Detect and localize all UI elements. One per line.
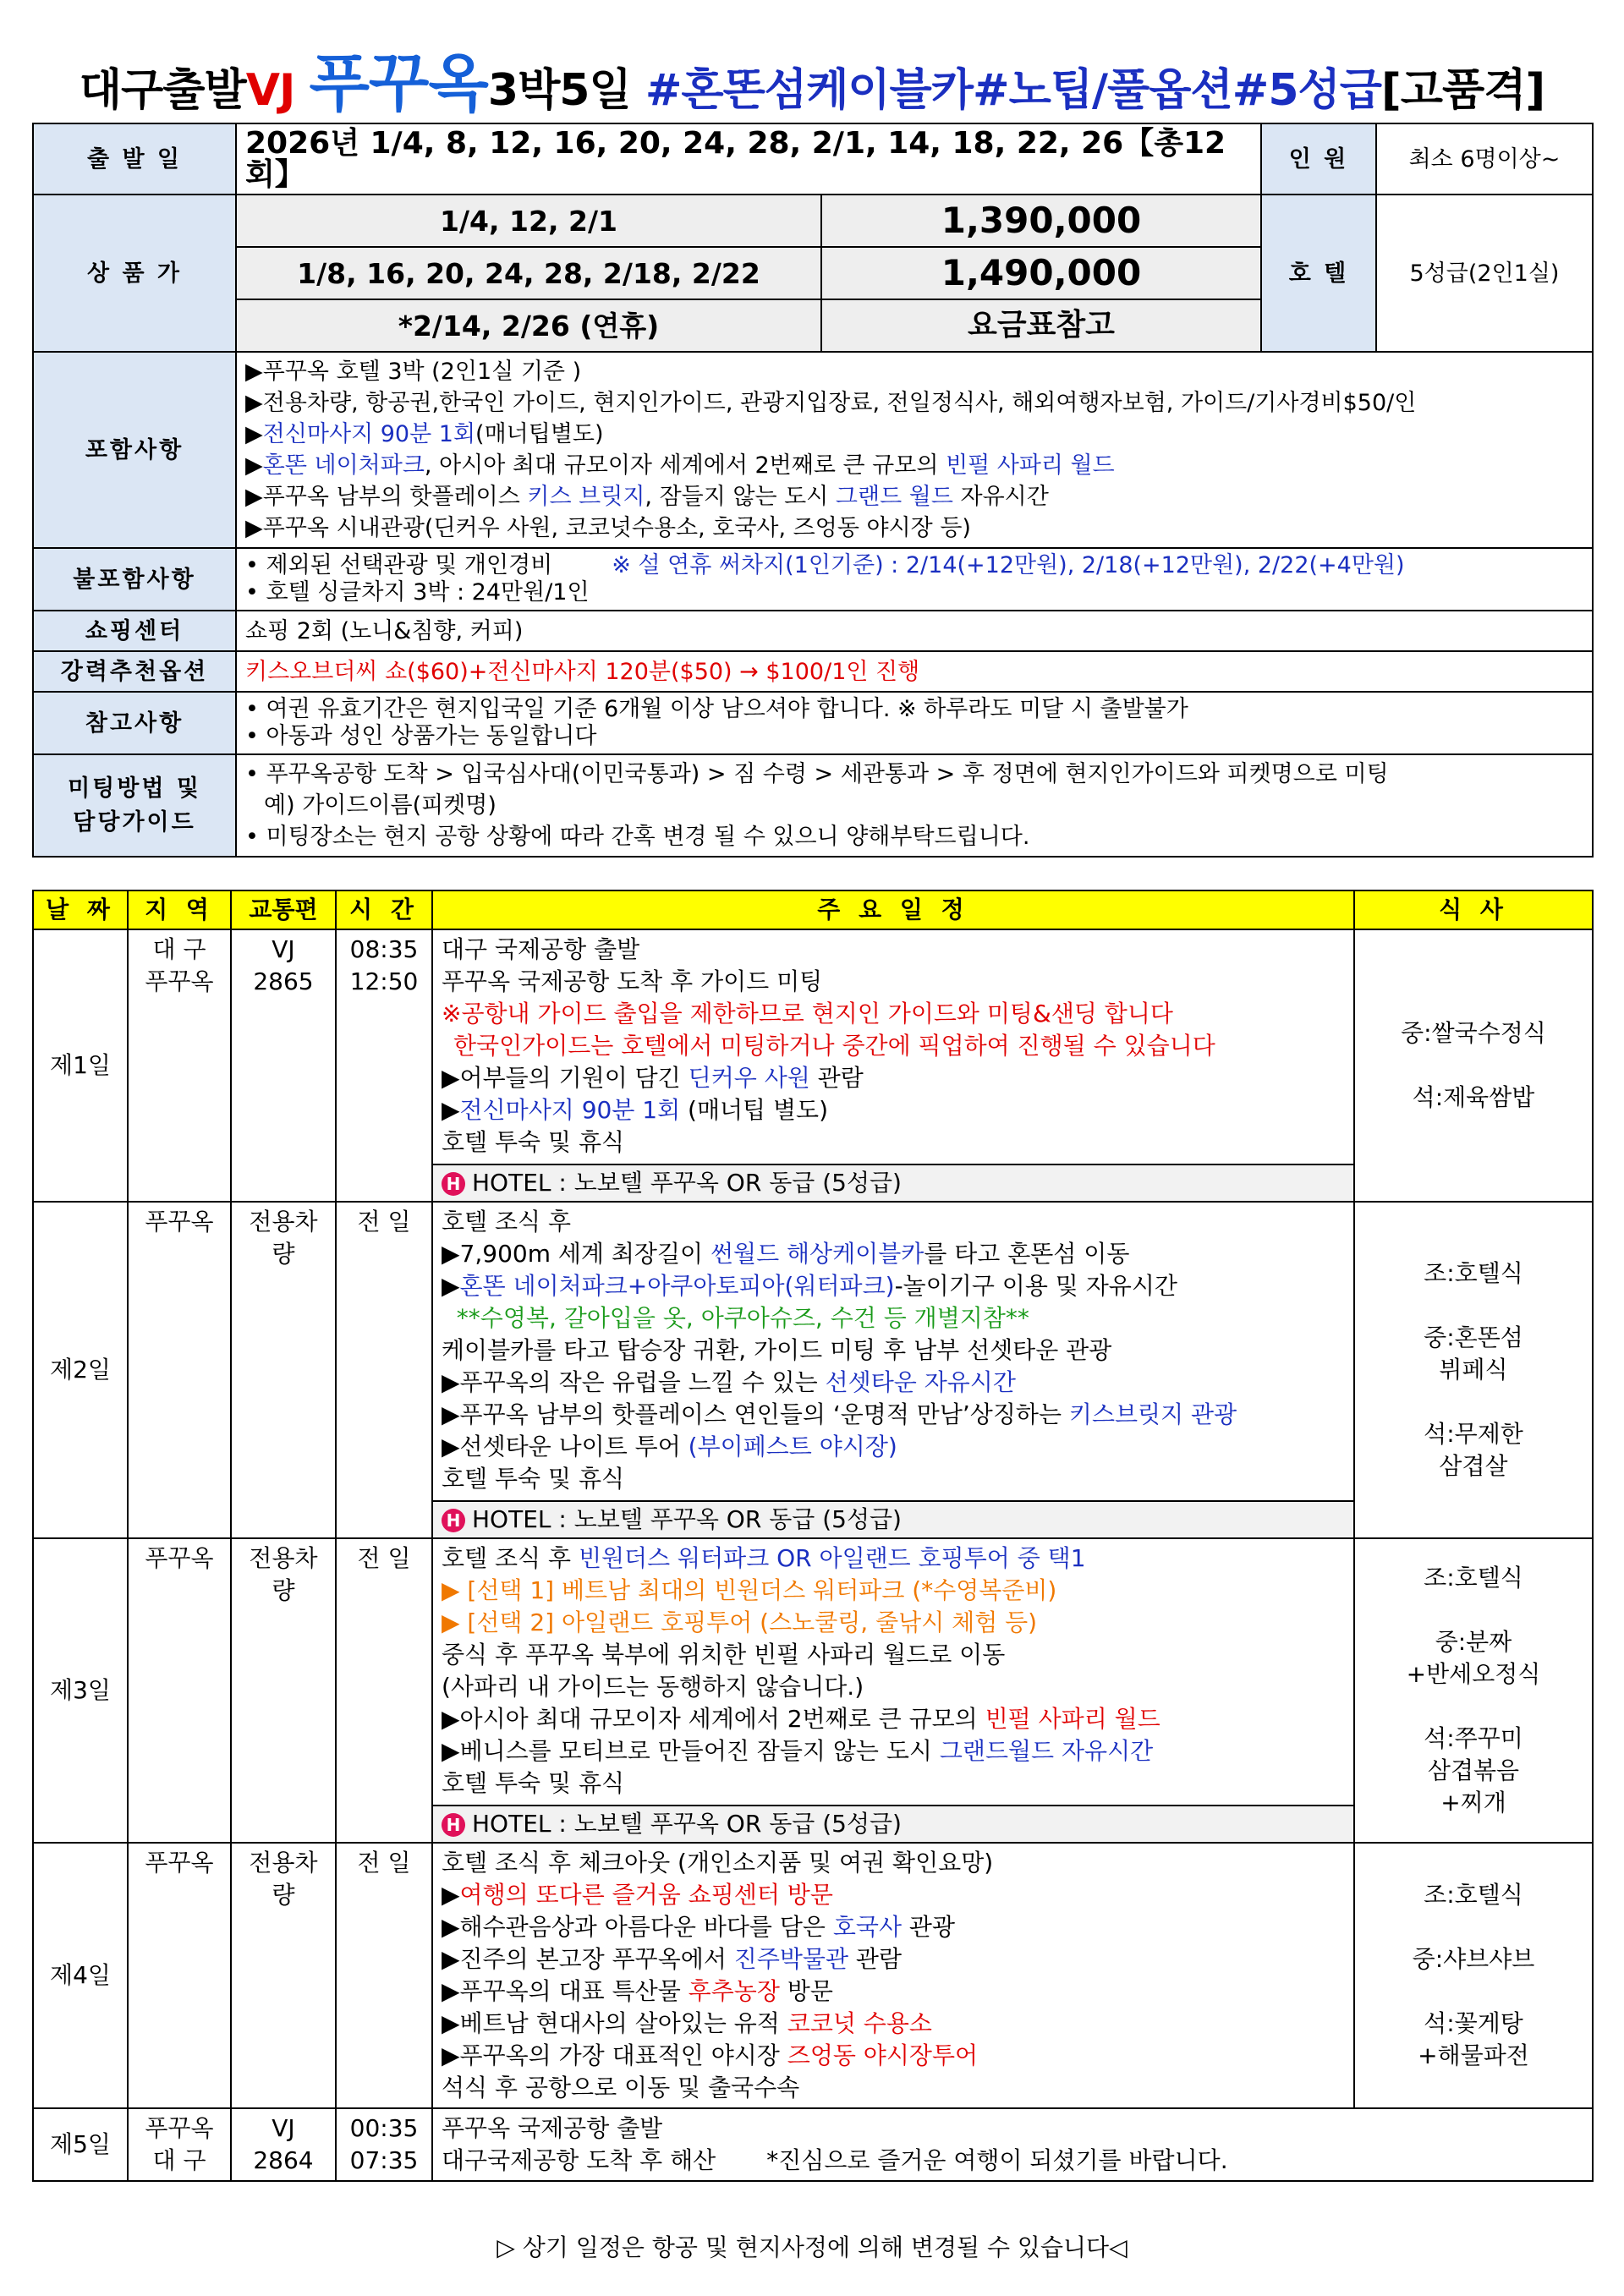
day-transport: 전용차량	[231, 1538, 336, 1843]
title-part1: 대구출발	[79, 65, 246, 116]
day-region: 대 구 푸꾸옥	[128, 929, 231, 1202]
day-transport: VJ 2864	[231, 2108, 336, 2181]
day-transport: 전용차량	[231, 1843, 336, 2108]
meet-list	[236, 754, 1593, 857]
note-label: 참고사항	[33, 692, 236, 754]
day-time: 08:35 12:50	[336, 929, 432, 1202]
day-meal: 조:호텔식 중:샤브샤브 석:꽃게탕 +해물파전	[1354, 1843, 1593, 2108]
shop-label: 쇼핑센터	[33, 611, 236, 651]
price-dates-2: 1/8, 16, 20, 24, 28, 2/18, 2/22	[236, 247, 821, 299]
schedule-table	[32, 890, 1594, 2182]
title-destination: 푸꾸옥	[309, 47, 488, 120]
hotel-icon: H	[442, 1172, 465, 1196]
header-time: 시 간	[336, 890, 432, 929]
day-region: 푸꾸옥	[128, 1202, 231, 1538]
meet-label: 미팅방법 및 담당가이드	[33, 754, 236, 857]
people-value: 최소 6명이상~	[1376, 123, 1593, 195]
day-plan: 호텔 조식 후 체크아웃 (개인소지품 및 여권 확인요망) ▶여행의 또다른 즐거움 쇼핑센터 방문 ▶해수관음상과 아름다운 바다를 담은 호국사 관광 ▶진주의 본고장 푸꾸옥에서 진주박물관 관람 ▶푸꾸옥의 대표 특산물 후추농장 방문 ▶베트남 현대사의 살아있는 유적 코코넛 수용소 ▶푸꾸옥의 가장 대표적인 야시장 즈엉동 야시장투어 석식 후 공항으로 이동 및 출국수속	[432, 1843, 1354, 2108]
exclude-line: • 제외된 선택관광 및 개인경비 ※ 설 연휴 써차지(1인기준) : 2/14(+12만원), 2/18(+12만원), 2/22(+4만원)	[245, 552, 1405, 578]
meet-line: • 푸꾸옥공항 도착 > 입국심사대(이민국통과) > 짐 수령 > 세관통과 > 후 정면에 현지인가이드와 피켓명으로 미팅	[245, 761, 1389, 787]
include-line: ▶전신마사지 90분 1회(매너팁별도)	[245, 421, 604, 447]
day-transport: VJ 2865	[231, 929, 336, 1202]
shop-value: 쇼핑 2회 (노니&침향, 커피)	[236, 611, 1593, 651]
day-time: 전 일	[336, 1202, 432, 1538]
exclude-list	[236, 548, 1593, 611]
hotel-value: 5성급(2인1실)	[1376, 195, 1593, 352]
title-grade: [고품격]	[1380, 65, 1545, 116]
table-row	[33, 2108, 1593, 2181]
include-line: ▶푸꾸옥 시내관광(딘커우 사원, 코코넛수용소, 호국사, 즈엉동 야시장 등)	[245, 515, 971, 541]
day-time: 전 일	[336, 1843, 432, 2108]
header-region: 지 역	[128, 890, 231, 929]
hotel-row: H HOTEL : 노보텔 푸꾸옥 OR 동급 (5성급)	[433, 1164, 1353, 1201]
table-row	[33, 1538, 1593, 1843]
price-dates-3: *2/14, 2/26 (연휴)	[236, 299, 821, 352]
note-line: • 여권 유효기간은 현지입국일 기준 6개월 이상 남으셔야 합니다. ※ 하루라도 미달 시 출발불가	[245, 696, 1188, 722]
day-label: 제3일	[33, 1538, 128, 1843]
day-label: 제2일	[33, 1202, 128, 1538]
day-meal: 조:호텔식 중:분짜 +반세오정식 석:쭈꾸미 삼겹볶음 +찌개	[1354, 1538, 1593, 1843]
price-label: 상 품 가	[33, 195, 236, 352]
people-label: 인 원	[1261, 123, 1376, 195]
include-line: ▶전용차량, 항공권,한국인 가이드, 현지인가이드, 관광지입장료, 전일정식사, 해외여행자보험, 가이드/기사경비$50/인	[245, 390, 1417, 416]
table-row	[33, 929, 1593, 1202]
depart-value: 2026년 1/4, 8, 12, 16, 20, 24, 28, 2/1, 14, 18, 22, 26【총12회】	[236, 123, 1261, 195]
day-region: 푸꾸옥	[128, 1538, 231, 1843]
hotel-row: H HOTEL : 노보텔 푸꾸옥 OR 동급 (5성급)	[433, 1805, 1353, 1842]
page-title	[0, 34, 1624, 123]
meet-line: 예) 가이드이름(피켓명)	[264, 792, 497, 819]
header-meal: 식 사	[1354, 890, 1593, 929]
title-duration: 3박5일	[487, 65, 631, 116]
day-plan: 호텔 조식 후 ▶7,900m 세계 최장길이 썬월드 해상케이블카를 타고 혼똔섬 이동 ▶혼똔 네이처파크+아쿠아토피아(워터파크)-놀이기구 이용 및 자유시간 **수영복, 갈아입을 옷, 아쿠아슈즈, 수건 등 개별지참** 케이블카를 타고 탑승장 귀환, 가이드 미팅 후 남부 선셋타운 관광 ▶푸꾸옥의 작은 유럽을 느낄 수 있는 선셋타운 자유시간 ▶푸꾸옥 남부의 핫플레이스 연인들의 ‘운명적 만남’상징하는 키스브릿지 관광 ▶선셋타운 나이트 투어 (부이페스트 야시장) 호텔 투숙 및 휴식 H HOTEL : 노보텔 푸꾸옥 OR 동급 (5성급)	[432, 1202, 1354, 1538]
price-dates-1: 1/4, 12, 2/1	[236, 195, 821, 247]
hotel-label: 호 텔	[1261, 195, 1376, 352]
day-plan: 푸꾸옥 국제공항 출발 대구국제공항 도착 후 해산 *진심으로 즐거운 여행이 되셨기를 바랍니다.	[432, 2108, 1593, 2181]
title-airline: VJ	[245, 65, 295, 116]
include-list	[236, 352, 1593, 548]
day-transport: 전용차량	[231, 1202, 336, 1538]
price-value-1: 1,390,000	[821, 195, 1261, 247]
price-value-3: 요금표참고	[821, 299, 1261, 352]
table-row	[33, 1843, 1593, 2108]
footer-note: ▷ 상기 일정은 항공 및 현지사정에 의해 변경될 수 있습니다◁	[497, 2233, 1127, 2261]
title-hashtags: #혼똔섬케이블카#노팁/풀옵션#5성급	[645, 65, 1381, 116]
depart-label: 출 발 일	[33, 123, 236, 195]
header-transport: 교통편	[231, 890, 336, 929]
day-meal: 조:호텔식 중:혼똔섬 뷔페식 석:무제한 삼겹살	[1354, 1202, 1593, 1538]
hotel-row: H HOTEL : 노보텔 푸꾸옥 OR 동급 (5성급)	[433, 1500, 1353, 1537]
day-label: 제1일	[33, 929, 128, 1202]
exclude-label: 불포함사항	[33, 548, 236, 611]
day-region: 푸꾸옥 대 구	[128, 2108, 231, 2181]
include-line: ▶푸꾸옥 남부의 핫플레이스 키스 브릿지, 잠들지 않는 도시 그랜드 월드 자유시간	[245, 484, 1049, 510]
price-value-2: 1,490,000	[821, 247, 1261, 299]
day-plan: 대구 국제공항 출발 푸꾸옥 국제공항 도착 후 가이드 미팅 ※공항내 가이드 출입을 제한하므로 현지인 가이드와 미팅&샌딩 합니다 한국인가이드는 호텔에서 미팅하거나 중간에 픽업하여 진행될 수 있습니다 ▶어부들의 기원이 담긴 딘커우 사원 관람 ▶전신마사지 90분 1회 (매너팁 별도) 호텔 투숙 및 휴식 H HOTEL : 노보텔 푸꾸옥 OR 동급 (5성급)	[432, 929, 1354, 1202]
include-line: ▶푸꾸옥 호텔 3박 (2인1실 기준 )	[245, 359, 582, 385]
include-label: 포함사항	[33, 352, 236, 548]
meet-line: • 미팅장소는 현지 공항 상황에 따라 간혹 변경 될 수 있으니 양해부탁드립니다.	[245, 824, 1030, 850]
hotel-icon: H	[442, 1813, 465, 1837]
day-label: 제5일	[33, 2108, 128, 2181]
include-line: ▶혼똔 네이처파크, 아시아 최대 규모이자 세계에서 2번째로 큰 규모의 빈펄 사파리 월드	[245, 452, 1115, 479]
day-label: 제4일	[33, 1843, 128, 2108]
day-time: 00:35 07:35	[336, 2108, 432, 2181]
note-line: • 아동과 성인 상품가는 동일합니다	[245, 723, 597, 749]
day-plan: 호텔 조식 후 빈원더스 워터파크 OR 아일랜드 호핑투어 중 택1 ▶ [선택 1] 베트남 최대의 빈원더스 워터파크 (*수영복준비) ▶ [선택 2] 아일랜드 호핑투어 (스노쿨링, 줄낚시 체험 등) 중식 후 푸꾸옥 북부에 위치한 빈펄 사파리 월드로 이동 (사파리 내 가이드는 동행하지 않습니다.) ▶아시아 최대 규모이자 세계에서 2번째로 큰 규모의 빈펄 사파리 월드 ▶베니스를 모티브로 만들어진 잠들지 않는 도시 그랜드월드 자유시간 호텔 투숙 및 휴식 H HOTEL : 노보텔 푸꾸옥 OR 동급 (5성급)	[432, 1538, 1354, 1843]
option-value: 키스오브더씨 쇼($60)+전신마사지 120분($50) → $100/1인 진행	[236, 651, 1593, 692]
hotel-icon: H	[442, 1509, 465, 1532]
surcharge-note: ※ 설 연휴 써차지(1인기준) : 2/14(+12만원), 2/18(+12만원), 2/22(+4만원)	[612, 552, 1405, 578]
note-list	[236, 692, 1593, 754]
option-label: 강력추천옵션	[33, 651, 236, 692]
header-plan: 주 요 일 정	[432, 890, 1354, 929]
day-region: 푸꾸옥	[128, 1843, 231, 2108]
exclude-line: • 호텔 싱글차지 3박 : 24만원/1인	[245, 579, 590, 606]
day-meal: 중:쌀국수정식 석:제육쌈밥	[1354, 929, 1593, 1202]
header-date: 날 짜	[33, 890, 128, 929]
product-info-table	[32, 123, 1594, 858]
table-row	[33, 1202, 1593, 1538]
day-time: 전 일	[336, 1538, 432, 1843]
